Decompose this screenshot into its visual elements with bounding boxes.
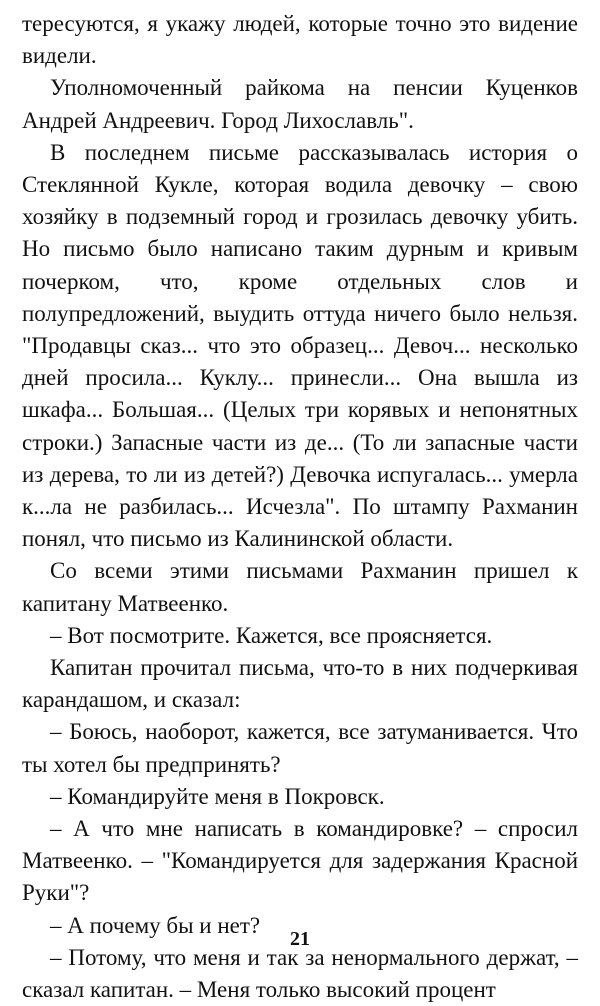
page-number: 21 bbox=[290, 928, 310, 950]
page-body bbox=[22, 8, 578, 1006]
paragraph: В последнем письме рассказывалась история о Стеклянной Кукле, которая водила девочку – свою хозяйку в подземный город и грозилась девочку убить. Но письмо было написано таким дурным и кривым почерком, что, кроме отдельных слов и полупредложений, выудить оттуда ничего было нельзя. "Продавцы сказ... что это образец... Девоч... несколько дней просила... Куклу... принесли... Она вышла из шкафа... Большая... (Целых три корявых и непонятных строки.) Запасные части из де... (То ли запасные части из дерева, то ли из детей?) Девочка испугалась... умерла к...ла не разбилась... Исчезла". По штампу Рахманин понял, что письмо из Калининской области. bbox=[22, 139, 578, 552]
paragraph: – Потому, что меня и так за ненормального держат, – сказал капитан. – Меня только высокий процент bbox=[22, 944, 578, 1003]
paragraph: Со всеми этими письмами Рахманин пришел к капитану Матвеенко. bbox=[22, 558, 578, 616]
paragraph: – А почему бы и нет? bbox=[50, 912, 261, 938]
paragraph: Уполномоченный райкома на пенсии Куценков Андрей Андреевич. Город Лихославль". bbox=[22, 75, 578, 133]
paragraph: тересуются, я укажу людей, которые точно это видение видели. bbox=[22, 11, 578, 69]
paragraph: – Вот посмотрите. Кажется, все проясняется. bbox=[50, 622, 493, 648]
paragraph: – А что мне написать в командировке? – спросил Матвеенко. – "Командируется для задержания Красной Руки"? bbox=[22, 816, 578, 906]
paragraph: – Боюсь, наоборот, кажется, все затуманивается. Что ты хотел бы предпринять? bbox=[22, 719, 578, 777]
paragraph: Капитан прочитал письма, что-то в них подчеркивая карандашом, и сказал: bbox=[22, 655, 578, 713]
paragraph: – Командируйте меня в Покровск. bbox=[50, 783, 385, 809]
